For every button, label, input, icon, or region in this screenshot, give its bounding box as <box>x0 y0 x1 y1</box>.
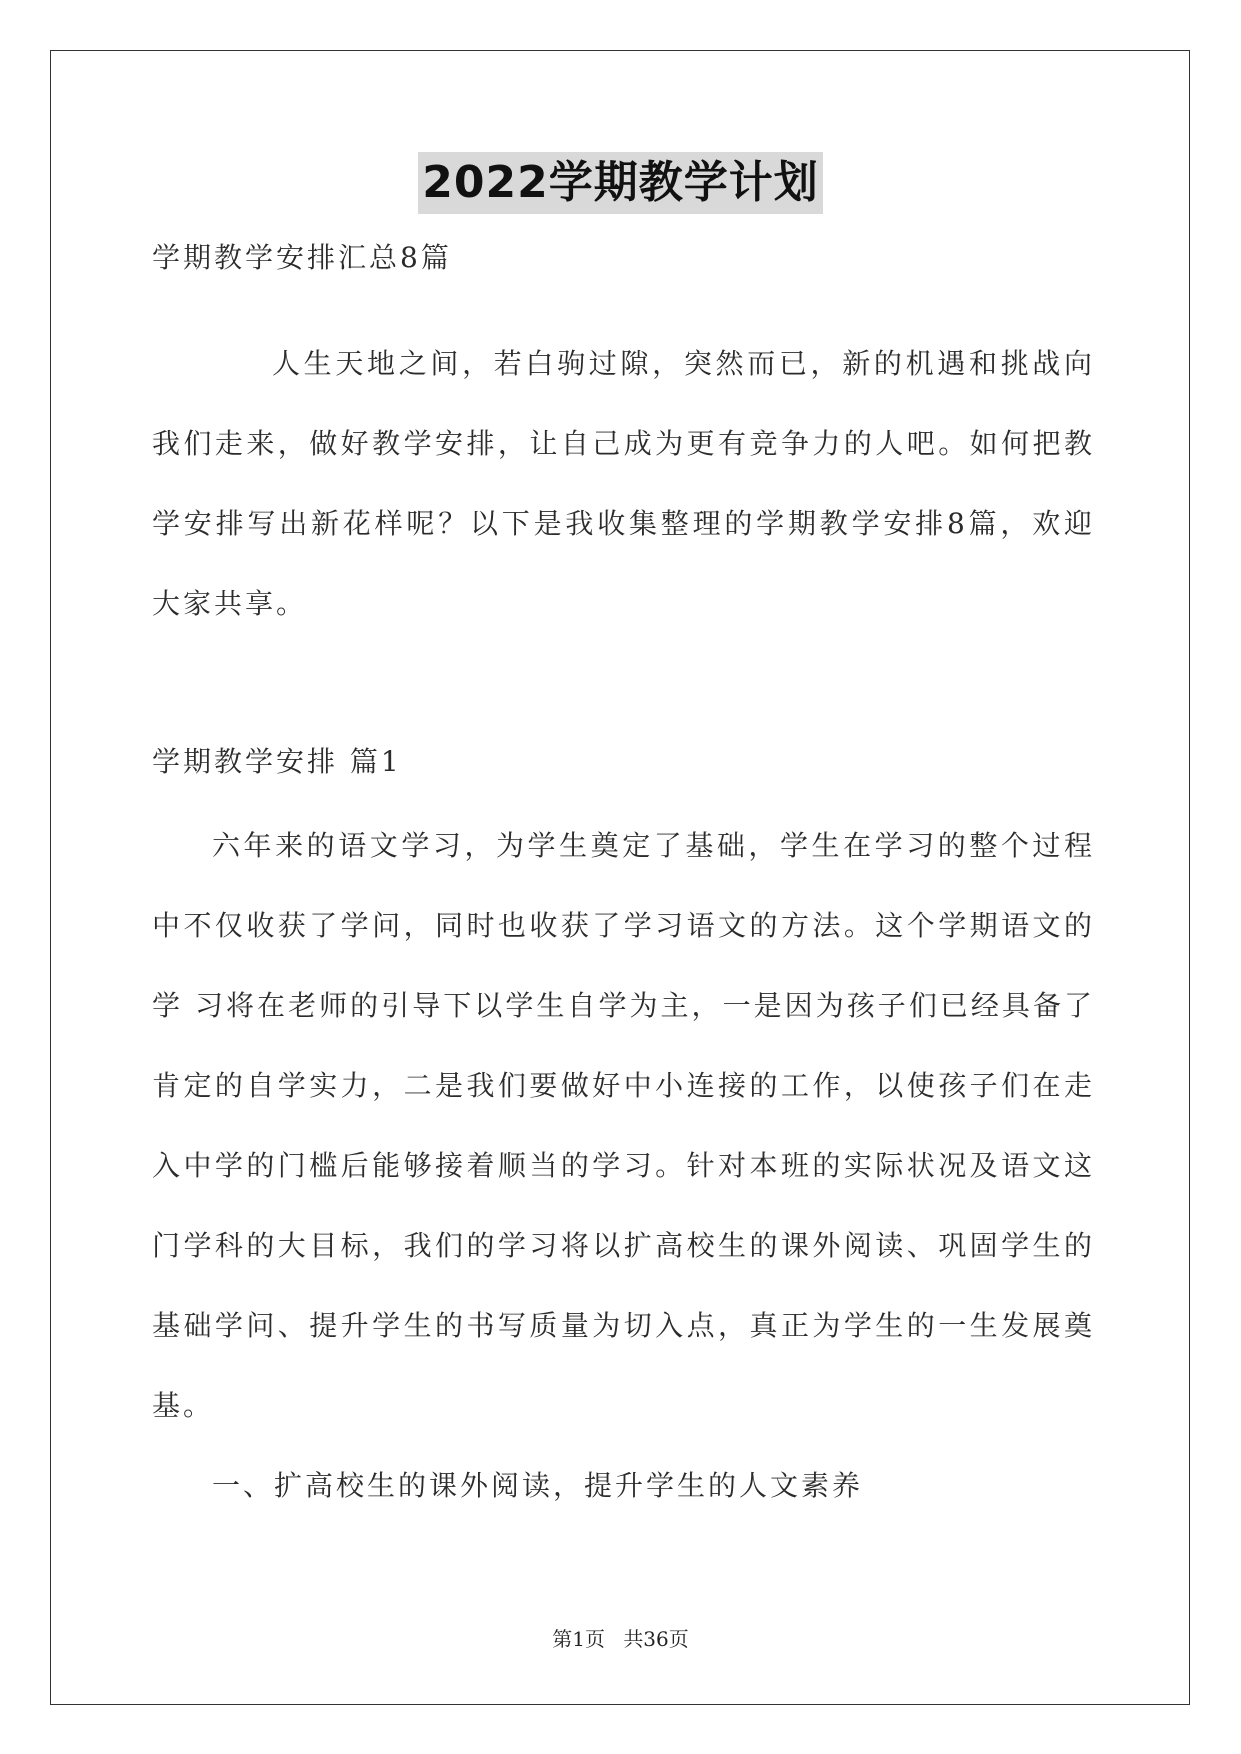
intro-line-2: 我们走来，做好教学安排，让自己成为更有竞争力的人吧。如何把教 <box>152 427 1092 460</box>
body-line-5: 入中学的门槛后能够接着顺当的学习。针对本班的实际状况及语文这 <box>152 1149 1092 1182</box>
title-wrap <box>0 152 1241 214</box>
body-line-3: 学 习将在老师的引导下以学生自学为主，一是因为孩子们已经具备了 <box>152 989 1092 1022</box>
body-line-2: 中不仅收获了学问，同时也收获了学习语文的方法。这个学期语文的 <box>152 909 1092 942</box>
body-line-6: 门学科的大目标，我们的学习将以扩高校生的课外阅读、巩固学生的 <box>152 1229 1092 1262</box>
body-line-8: 基。 <box>152 1389 215 1422</box>
section-heading: 学期教学安排 篇1 <box>152 745 402 778</box>
section-subheading: 一、扩高校生的课外阅读，提升学生的人文素养 <box>212 1469 864 1502</box>
body-line-7: 基础学问、提升学生的书写质量为切入点，真正为学生的一生发展奠 <box>152 1309 1092 1342</box>
page-number: 第1页 <box>552 1627 605 1651</box>
page-border <box>50 50 1190 1705</box>
body-line-1: 六年来的语文学习，为学生奠定了基础，学生在学习的整个过程 <box>212 829 1092 862</box>
page-footer <box>0 1625 1241 1653</box>
body-line-4: 肯定的自学实力，二是我们要做好中小连接的工作，以使孩子们在走 <box>152 1069 1092 1102</box>
intro-line-1: 人生天地之间，若白驹过隙，突然而已，新的机遇和挑战向 <box>272 347 1092 380</box>
intro-line-4: 大家共享。 <box>152 587 308 620</box>
page-total: 共36页 <box>623 1627 689 1651</box>
intro-line-3: 学安排写出新花样呢？以下是我收集整理的学期教学安排8篇，欢迎 <box>152 507 1092 540</box>
document-subtitle: 学期教学安排汇总8篇 <box>152 241 452 274</box>
document-title: 2022学期教学计划 <box>418 152 822 214</box>
